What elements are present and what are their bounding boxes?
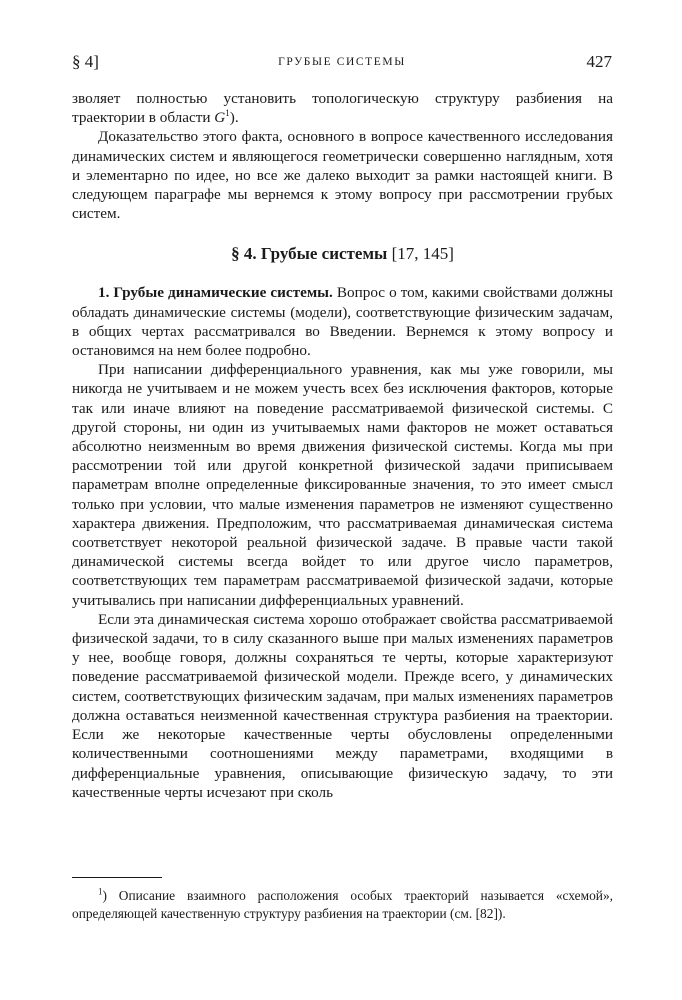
main-text: [72, 89, 613, 802]
section-heading-refs: [17, 145]: [387, 244, 454, 264]
intro-paragraph-continued: [72, 89, 613, 127]
page-number: 427: [586, 52, 612, 71]
footnote: [72, 887, 613, 922]
header-title: ГРУБЫЕ СИСТЕМЫ: [278, 56, 406, 68]
footnote-marker: 1: [98, 886, 103, 897]
footnote-text: ) Описание взаимного расположения особых траекторий называется «схемой», определяющей качественную структуру разбиения на траектории (см. [82]).: [72, 888, 613, 921]
running-header: [72, 52, 612, 74]
subsection-paragraph-3: Если эта динамическая система хорошо отображает свойства рассматриваемой физической задачи, то в силу сказанного выше при малых изменениях параметров у нее, вообще говоря, должны сохраняться те черты, которые характеризуют поведение рассматриваемой физической модели. Прежде всего, у динамических систем, соответствующих физическим задачам, при малых изменениях параметров должна оставаться неизменной качественная структура разбиения на траектории. Если же некоторые качественные черты обусловлены определенными количественными соотношениями между параметрами, входящими в дифференциальные уравнения, описывающие физическую задачу, то эти качественные черты исчезают при сколь: [72, 610, 613, 801]
intro-text: зволяет полностью установить топологическую структуру разбиения на траектории в области: [72, 90, 613, 127]
footnote-ref: 1: [225, 108, 230, 119]
section-heading: [72, 243, 613, 265]
subsection-paragraph-1: [72, 283, 613, 360]
section-heading-title: § 4. Грубые системы: [231, 244, 388, 264]
region-variable: G: [214, 109, 226, 127]
intro-paragraph: Доказательство этого факта, основного в вопросе качественного исследования динамических систем и являющегося геометрически совершенно наглядным, хотя и элементарно по идее, но все же далеко выходит за рамки настоящей книги. В следующем параграфе мы вернемся к этому вопросу при рассмотрении грубых систем.: [72, 128, 613, 223]
header-section-ref: § 4]: [72, 52, 99, 71]
subsection-title: 1. Грубые динамические системы.: [98, 284, 333, 302]
subsection-paragraph-2: При написании дифференциального уравнения, как мы уже говорили, мы никогда не учитываем и не можем учесть всех без исключения факторов, которые так или иначе влияют на поведение рассматриваемой физической системы. С другой стороны, ни один из учитываемых нами факторов не может оставаться абсолютно неизменным во время движения физической системы. Когда мы при рассмотрении той или другой конкретной физической задачи приписываем параметрам вполне определенные фиксированные значения, то это имеет смысл только при условии, что малые изменения параметров не изменяют существенно характера движения. Предположим, что рассматриваемая динамическая система соответствует некоторой реальной физической задаче. В правые части такой динамической системы всегда войдет то или другое число параметров, соответствующих тем параметрам рассматриваемой физической задачи, которые учитывались при написании дифференциальных уравнений.: [72, 361, 613, 609]
subsection-text-1: Вопрос о том, какими свойствами должны обладать динамические системы (модели), соответствующие физическим задачам, в общих чертах рассматривался во Введении. Вернемся к этому вопросу и остановимся на нем более подробно.: [72, 284, 614, 360]
intro-text-end: ).: [229, 109, 239, 127]
footnote-divider: [72, 877, 162, 878]
